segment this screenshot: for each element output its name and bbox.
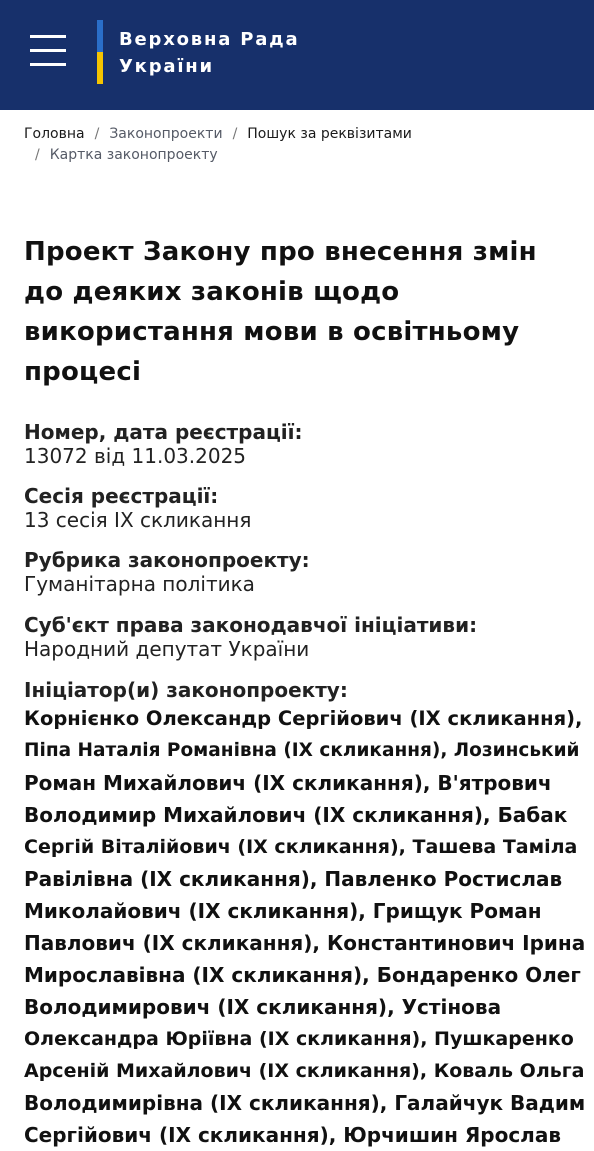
flag-blue-stripe — [97, 20, 103, 52]
initiators-line: Піпа Наталія Романівна (IX скликання), Лозинський — [24, 740, 580, 761]
session-label: Сесія реєстрації: — [24, 484, 219, 508]
initiators-line: Олександра Юріївна (IX скликання), Пушкаренко — [24, 1028, 574, 1050]
breadcrumb-separator: / — [94, 126, 100, 142]
session-value: 13 сесія IX скликання — [24, 508, 252, 532]
logo-line-1: Верховна Рада — [119, 29, 300, 50]
flag-yellow-stripe — [97, 52, 103, 84]
menu-bar — [30, 63, 66, 66]
initiators-line: Корнієнко Олександр Сергійович (IX скликання), — [24, 707, 583, 730]
site-header — [0, 0, 594, 110]
initiators-label: Ініціатор(и) законопроекту: — [24, 678, 348, 702]
rubric-label: Рубрика законопроекту: — [24, 548, 310, 572]
logo-text — [119, 26, 299, 80]
breadcrumb-separator: / — [35, 147, 40, 163]
initiators-line: Роман Михайлович (IX скликання), В'ятрович — [24, 771, 552, 795]
breadcrumb — [24, 124, 584, 166]
session-field — [24, 484, 584, 532]
initiators-line: Володимир Михайлович (IX скликання), Бабак — [24, 803, 568, 827]
initiators-line: Миколайович (IX скликання), Грищук Роман — [24, 899, 542, 923]
initiators-line: Володимирівна (IX скликання), Галайчук Вадим — [24, 1091, 586, 1115]
verkhovna-rada-logo[interactable] — [97, 20, 327, 84]
initiators-field — [24, 678, 584, 1151]
logo-line-2: України — [119, 56, 214, 77]
menu-bar — [30, 49, 66, 52]
hamburger-menu-icon[interactable] — [30, 33, 66, 67]
initiators-line: Сергійович (IX скликання), Юрчишин Ярослав — [24, 1123, 561, 1147]
initiators-line: Арсеній Михайлович (IX скликання), Коваль Ольга — [24, 1060, 585, 1082]
breadcrumb-bills-link[interactable]: Законопроекти — [109, 126, 223, 142]
initiators-line: Мирославівна (IX скликання), Бондаренко Олег — [24, 963, 581, 987]
page-title: Проект Закону про внесення змін до деяких законів щодо використання мови в освітньому процесі — [24, 237, 537, 387]
subject-label: Суб'єкт права законодавчої ініціативи: — [24, 613, 478, 637]
initiators-line: Равілівна (IX скликання), Павленко Ростислав — [24, 867, 563, 891]
breadcrumb-current: Картка законопроекту — [49, 147, 218, 163]
initiators-line: Володимирович (IX скликання), Устінова — [24, 995, 502, 1019]
breadcrumb-search-link[interactable]: Пошук за реквізитами — [247, 126, 412, 142]
breadcrumb-home-link[interactable]: Головна — [24, 126, 85, 142]
subject-value: Народний депутат України — [24, 637, 310, 661]
initiators-list — [24, 703, 584, 1151]
registration-value: 13072 від 11.03.2025 — [24, 444, 247, 468]
breadcrumb-separator: / — [232, 126, 238, 142]
subject-field — [24, 613, 584, 661]
initiators-line: Павлович (IX скликання), Константинович Ірина — [24, 931, 586, 955]
menu-bar — [30, 35, 66, 38]
rubric-value: Гуманітарна політика — [24, 572, 255, 596]
rubric-field — [24, 548, 584, 596]
registration-field — [24, 420, 584, 468]
initiators-line: Сергій Віталійович (IX скликання), Ташева Таміла — [24, 836, 578, 858]
registration-label: Номер, дата реєстрації: — [24, 420, 303, 444]
